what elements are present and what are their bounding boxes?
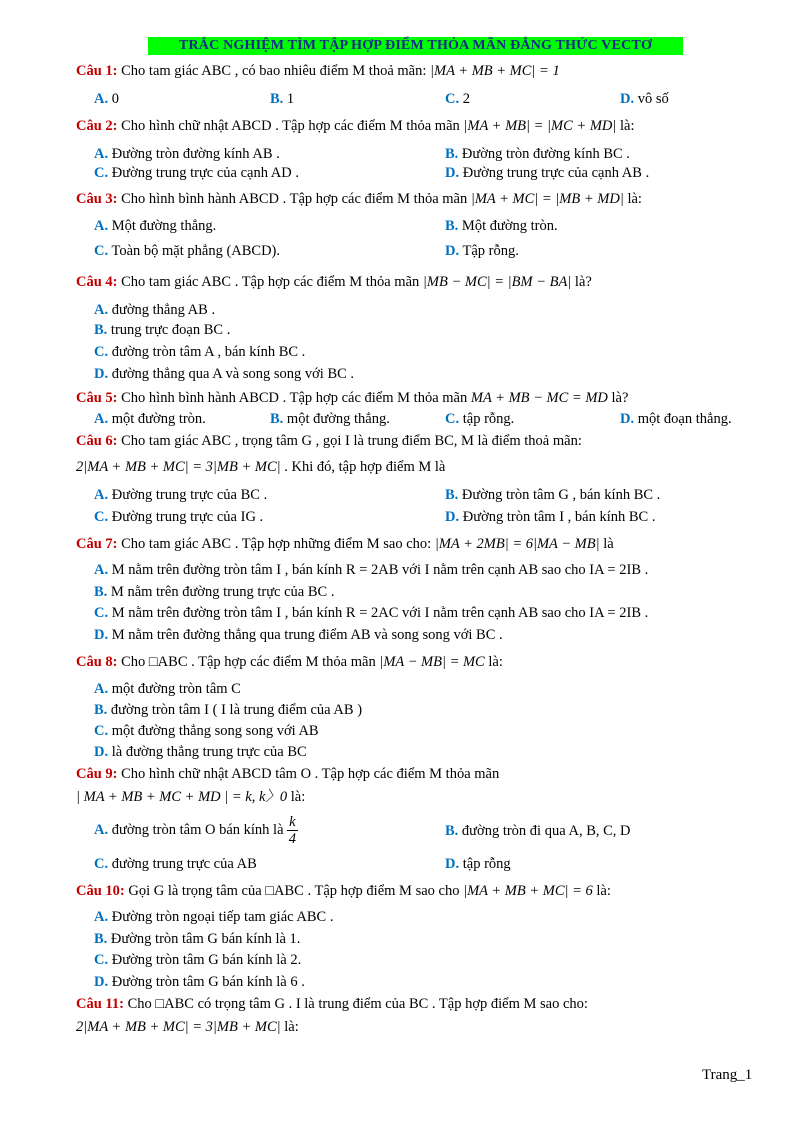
q6-option-c[interactable]: C. Đường trung trực của IG . [94,509,264,525]
question-11-text: Cho □ABC có trọng tâm G . I là trung điểm của BC . Tập hợp điểm M sao cho: [127,996,588,1012]
q4-option-b[interactable]: B. trung trực đoạn BC . [94,322,231,338]
q7-option-d[interactable]: D. M nằm trên đường thẳng qua trung điểm AB và song song với BC . [94,627,503,643]
question-5-label: Câu 5: [76,390,118,406]
question-11 [76,995,588,1013]
question-2-tail: là: [619,118,635,134]
question-11-expr: 2|MA + MB + MC| = 3|MB + MC| [76,1019,281,1035]
question-10-tail: là: [596,883,611,899]
q9-option-d[interactable]: D. tập rỗng [445,856,511,872]
q10-option-c[interactable]: C. Đường tròn tâm G bán kính là 2. [94,952,302,968]
question-6-expr: 2|MA + MB + MC| = 3|MB + MC| [76,459,281,475]
question-7-tail: là [603,536,614,552]
question-3 [76,190,642,208]
q2-option-a[interactable]: A. Đường tròn đường kính AB . [94,146,280,162]
q1-option-c[interactable]: C. 2 [445,91,470,107]
q3-option-a[interactable]: A. Một đường thẳng. [94,218,217,234]
q9-option-a[interactable]: A. đường tròn tâm O bán kính là $\frac{k}{4}$ [94,814,296,847]
question-4-tail: là? [574,274,592,290]
question-10-expr: |MA + MB + MC| = 6 [463,883,593,899]
question-2-text: Cho hình chữ nhật ABCD . Tập hợp các điểm M thỏa mãn [121,118,460,134]
question-4-text: Cho tam giác ABC . Tập hợp các điểm M thỏa mãn [121,274,420,290]
q2-option-d[interactable]: D. Đường trung trực của cạnh AB . [445,165,650,181]
q10-option-d[interactable]: D. Đường tròn tâm G bán kính là 6 . [94,974,305,990]
page-number: Trang_1 [702,1067,753,1083]
q8-option-a[interactable]: A. một đường tròn tâm C [94,681,241,697]
q9-option-b[interactable]: B. đường tròn đi qua A, B, C, D [445,823,631,839]
q3-option-c[interactable]: C. Toàn bộ mặt phẳng (ABCD). [94,243,281,259]
question-1 [76,62,560,80]
fraction-k-over-4: $\frac{k}{4}$ [288,814,296,847]
q4-option-c[interactable]: C. đường tròn tâm A , bán kính BC . [94,344,306,360]
question-10 [76,882,611,900]
question-4-label: Câu 4: [76,274,118,290]
q9-option-c[interactable]: C. đường trung trực của AB [94,856,257,872]
question-9-text: Cho hình chữ nhật ABCD tâm O . Tập hợp các điểm M thỏa mãn [121,766,500,782]
q1-option-d[interactable]: D. vô số [620,91,669,107]
question-6 [76,432,582,450]
question-11-line2 [76,1018,299,1036]
q3-option-b[interactable]: B. Một đường tròn. [445,218,558,234]
q8-option-c[interactable]: C. một đường thẳng song song với AB [94,723,319,739]
question-7 [76,535,614,553]
q7-option-c[interactable]: C. M nằm trên đường tròn tâm I , bán kính R = 2AC với I nằm trên cạnh AB sao cho IA = 2IB . [94,605,649,621]
question-6-line2 [76,458,445,476]
q7-option-b[interactable]: B. M nằm trên đường trung trực của BC . [94,584,335,600]
document-title: TRẮC NGHIỆM TÌM TẬP HỢP ĐIỂM THỎA MÃN ĐẲNG THỨC VECTƠ [148,37,683,55]
question-5-expr: MA + MB − MC = MD [470,390,608,406]
question-3-tail: là: [627,191,642,207]
question-8-label: Câu 8: [76,654,118,670]
q3-option-d[interactable]: D. Tập rỗng. [445,243,519,259]
q6-option-d[interactable]: D. Đường tròn tâm I , bán kính BC . [445,509,656,525]
question-5-text: Cho hình bình hành ABCD . Tập hợp các điểm M thỏa mãn [121,390,468,406]
question-10-label: Câu 10: [76,883,125,899]
question-2-label: Câu 2: [76,118,118,134]
question-11-label: Câu 11: [76,996,124,1012]
question-10-text: Gọi G là trọng tâm của □ABC . Tập hợp điểm M sao cho [128,883,460,899]
question-8-text: Cho □ABC . Tập hợp các điểm M thỏa mãn [121,654,376,670]
q8-option-b[interactable]: B. đường tròn tâm I ( I là trung điểm của AB ) [94,702,363,718]
q4-option-a[interactable]: A. đường thẳng AB . [94,302,216,318]
question-8-expr: |MA − MB| = MC [379,654,485,670]
question-7-label: Câu 7: [76,536,118,552]
question-9-expr: | MA + MB + MC + MD | = k, k〉0 [76,789,288,805]
question-9-tail: là: [290,789,306,805]
question-3-label: Câu 3: [76,191,118,207]
question-2 [76,117,634,135]
question-4 [76,273,592,291]
q2-option-b[interactable]: B. Đường tròn đường kính BC . [445,146,630,162]
question-9-line2 [76,788,305,806]
q5-option-c[interactable]: C. tập rỗng. [445,411,515,427]
question-6-text: Cho tam giác ABC , trọng tâm G , gọi I là trung điểm BC, M là điểm thoả mãn: [121,433,582,449]
q2-option-c[interactable]: C. Đường trung trực của cạnh AD . [94,165,300,181]
question-7-text: Cho tam giác ABC . Tập hợp những điểm M sao cho: [121,536,432,552]
q8-option-d[interactable]: D. là đường thẳng trung trực của BC [94,744,307,760]
question-6-label: Câu 6: [76,433,118,449]
q1-option-b[interactable]: B. 1 [270,91,295,107]
q6-option-b[interactable]: B. Đường tròn tâm G , bán kính BC . [445,487,661,503]
q10-option-a[interactable]: A. Đường tròn ngoại tiếp tam giác ABC . [94,909,334,925]
q4-option-d[interactable]: D. đường thẳng qua A và song song với BC . [94,366,355,382]
q1-option-a[interactable]: A. 0 [94,91,119,107]
question-5-tail: là? [611,390,629,406]
question-1-label: Câu 1: [76,63,118,79]
question-5 [76,389,628,407]
question-4-expr: |MB − MC| = |BM − BA| [422,274,572,290]
q5-option-d[interactable]: D. một đoạn thẳng. [620,411,732,427]
q10-option-b[interactable]: B. Đường tròn tâm G bán kính là 1. [94,931,301,947]
question-6-tail: . Khi đó, tập hợp điểm M là [284,459,446,475]
question-8-tail: là: [488,654,503,670]
question-9-label: Câu 9: [76,766,118,782]
question-11-tail: là: [284,1019,299,1035]
question-9 [76,765,499,783]
question-1-expr: |MA + MB + MC| = 1 [430,63,560,79]
q5-option-a[interactable]: A. một đường tròn. [94,411,206,427]
question-8 [76,653,503,671]
question-7-expr: |MA + 2MB| = 6|MA − MB| [434,536,600,552]
q5-option-b[interactable]: B. một đường thẳng. [270,411,390,427]
question-2-expr: |MA + MB| = |MC + MD| [463,118,617,134]
q7-option-a[interactable]: A. M nằm trên đường tròn tâm I , bán kính R = 2AB với I nằm trên cạnh AB sao cho IA = 2IB . [94,562,649,578]
q6-option-a[interactable]: A. Đường trung trực của BC . [94,487,268,503]
question-3-expr: |MA + MC| = |MB + MD| [470,191,624,207]
question-1-text: Cho tam giác ABC , có bao nhiêu điểm M thoả mãn: [121,63,427,79]
question-3-text: Cho hình bình hành ABCD . Tập hợp các điểm M thỏa mãn [121,191,468,207]
